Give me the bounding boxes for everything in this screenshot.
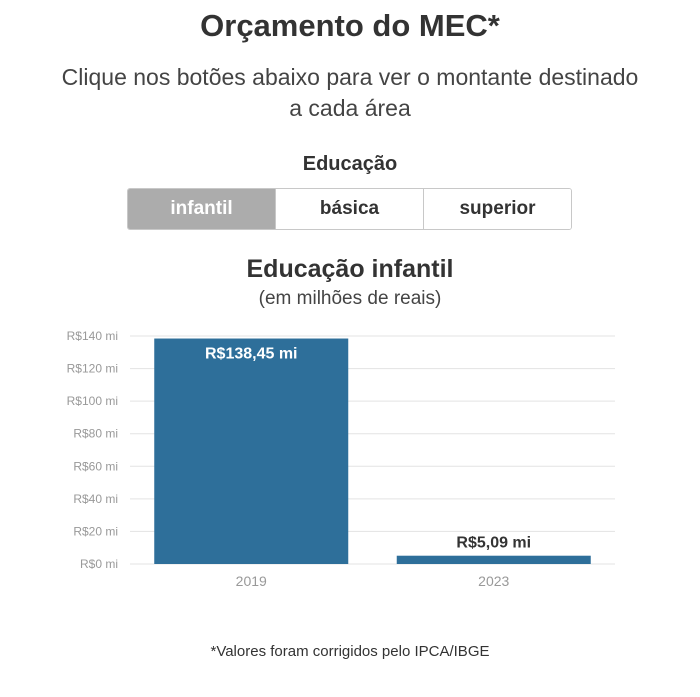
y-tick-label: R$40 mi	[73, 491, 118, 506]
bar-2019	[154, 339, 348, 564]
x-tick-label: 2023	[478, 573, 510, 589]
superior-button[interactable]: superior	[424, 189, 571, 229]
page-title: Orçamento do MEC*	[200, 8, 500, 43]
chart-title: Educação infantil	[246, 255, 454, 283]
bar-2023	[397, 556, 591, 564]
page-subtitle: Clique nos botões abaixo para ver o montante destinado a cada área	[61, 64, 639, 121]
selector-label: Educação	[302, 153, 398, 175]
y-tick-label: R$140 mi	[66, 329, 118, 343]
y-tick-label: R$80 mi	[73, 426, 118, 441]
category-button-group	[127, 188, 572, 230]
y-tick-label: R$100 mi	[66, 394, 118, 409]
x-tick-label: 2019	[235, 573, 267, 589]
y-tick-label: R$0 mi	[79, 557, 118, 571]
chart-subtitle: (em milhões de reais)	[258, 288, 442, 309]
infantil-button[interactable]: infantil	[128, 189, 276, 229]
basica-button[interactable]: básica	[276, 189, 424, 229]
data-label: R$138,45 mi	[204, 345, 298, 363]
y-tick-label: R$20 mi	[73, 524, 118, 539]
y-tick-label: R$60 mi	[73, 459, 118, 474]
footnote: *Valores foram corrigidos pelo IPCA/IBGE	[210, 643, 490, 660]
bar-chart	[0, 320, 700, 600]
data-label: R$5,09 mi	[456, 534, 532, 552]
y-tick-label: R$120 mi	[66, 361, 118, 376]
